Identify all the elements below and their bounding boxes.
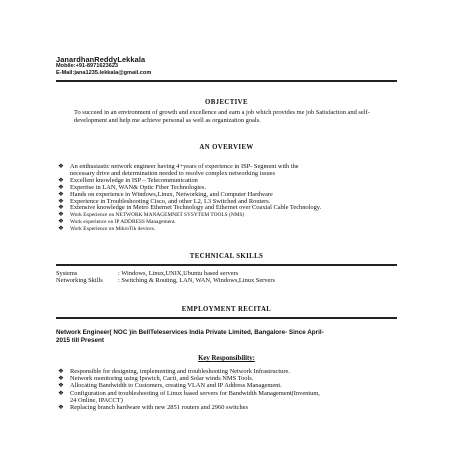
skills-key: Networking Skills — [56, 277, 103, 285]
diamond-bullet-icon: ❖ — [58, 225, 64, 233]
skills-value: : Switching & Routing, LAN, WAN, Windows,Linux Servers — [118, 277, 275, 285]
diamond-bullet-icon: ❖ — [58, 389, 64, 397]
responsibility-list — [58, 368, 320, 411]
list-item: ❖ Configuration and troubleshooting of Linux based servers for Bandwidth Management(Inventum, — [58, 389, 320, 397]
list-item: ❖ Extensive knowledge in Metro Ethernet Technology and Ethernet over Coaxial Cable Technology. — [58, 204, 322, 212]
skills-row-systems — [56, 270, 275, 277]
skills-value: : Windows, Linux,UNIX,Ubuntu based servers — [118, 270, 239, 277]
list-item: necessary drive and determination needed to resolve complex networking issues — [70, 169, 275, 177]
diamond-bullet-icon: ❖ — [58, 183, 64, 191]
overview-list — [58, 164, 321, 233]
technical-skills-divider — [56, 264, 397, 266]
list-item: ❖ Responsible for designing, implementing and troubleshooting Network Infrastructure. — [58, 368, 290, 375]
job-title: Network Engineer( NOC )in BellTeleservices India Private Limited, Bangalore- Since April- 2015 till Present — [56, 329, 324, 344]
diamond-bullet-icon: ❖ — [58, 211, 64, 219]
objective-text: To succeed in an environment of growth and excellence and earn a job which provides me job Satisfaction and self-development and help me achieve personal as well as organization goals. — [74, 109, 370, 124]
list-item: 24 Online, IPACCT) — [70, 396, 123, 404]
diamond-bullet-icon: ❖ — [58, 197, 64, 205]
skills-row-networking — [56, 277, 275, 284]
list-item: ❖ Work experience on IP ADDRESS Management. — [58, 218, 176, 226]
list-item: ❖ Excellent knowledge in ISP – Telecommunication — [58, 176, 198, 184]
employment-heading: EMPLOYMENT RECITAL — [181, 306, 272, 313]
skills-key: Systems — [56, 270, 78, 277]
diamond-bullet-icon: ❖ — [58, 218, 64, 226]
list-item: ❖ Network monitoring using Ipswich, Cacti, and Solar winds NMS Tools. — [58, 375, 254, 383]
technical-skills-heading: TECHNICAL SKILLS — [189, 253, 264, 260]
objective-heading: OBJECTIVE — [205, 99, 248, 106]
list-item: ❖ Work Experience on MikroTik devices. — [58, 225, 156, 233]
list-item: ❖ An enthusiastic network engineer having 4+years of experience in ISP- Segment with the — [58, 163, 299, 170]
employment-divider — [56, 317, 397, 319]
diamond-bullet-icon: ❖ — [58, 375, 64, 383]
email-address: E-Mail:jana1235.lekkala@gmail.com — [56, 70, 152, 76]
skills-table — [56, 270, 275, 284]
list-item: ❖ Work Experience on NETWORK MANAGEMNET SYSYTEM TOOLS (NMS) — [58, 211, 245, 219]
diamond-bullet-icon: ❖ — [58, 176, 64, 184]
list-item: ❖ Allocating Bandwidth to Customers, creating VLAN and IP Address Management. — [58, 382, 282, 390]
list-item: ❖ Experience in Troubleshooting Cisco, and other L2, L3 Switched and Routers. — [58, 197, 271, 205]
list-item: ❖ Expertise in LAN, WAN& Optic Fiber Technologies. — [58, 183, 206, 191]
header-divider — [56, 80, 397, 82]
list-item: ❖ Replacing branch hardware with new 2851 routers and 2960 switches — [58, 404, 248, 412]
diamond-bullet-icon: ❖ — [58, 382, 64, 390]
overview-heading: AN OVERVIEW — [199, 144, 254, 151]
key-responsibility-heading: Key Responsibility: — [198, 355, 255, 362]
diamond-bullet-icon: ❖ — [58, 368, 64, 375]
diamond-bullet-icon: ❖ — [58, 404, 64, 412]
diamond-bullet-icon: ❖ — [58, 204, 64, 212]
candidate-name: JanardhanReddyLekkala — [56, 55, 146, 64]
mobile-number: Mobile:+91-8971623623 — [56, 63, 119, 69]
diamond-bullet-icon: ❖ — [58, 163, 64, 170]
list-item: ❖ Hands on experience in Windows,Linux, Networking, and Computer Hardware — [58, 190, 273, 198]
diamond-bullet-icon: ❖ — [58, 190, 64, 198]
